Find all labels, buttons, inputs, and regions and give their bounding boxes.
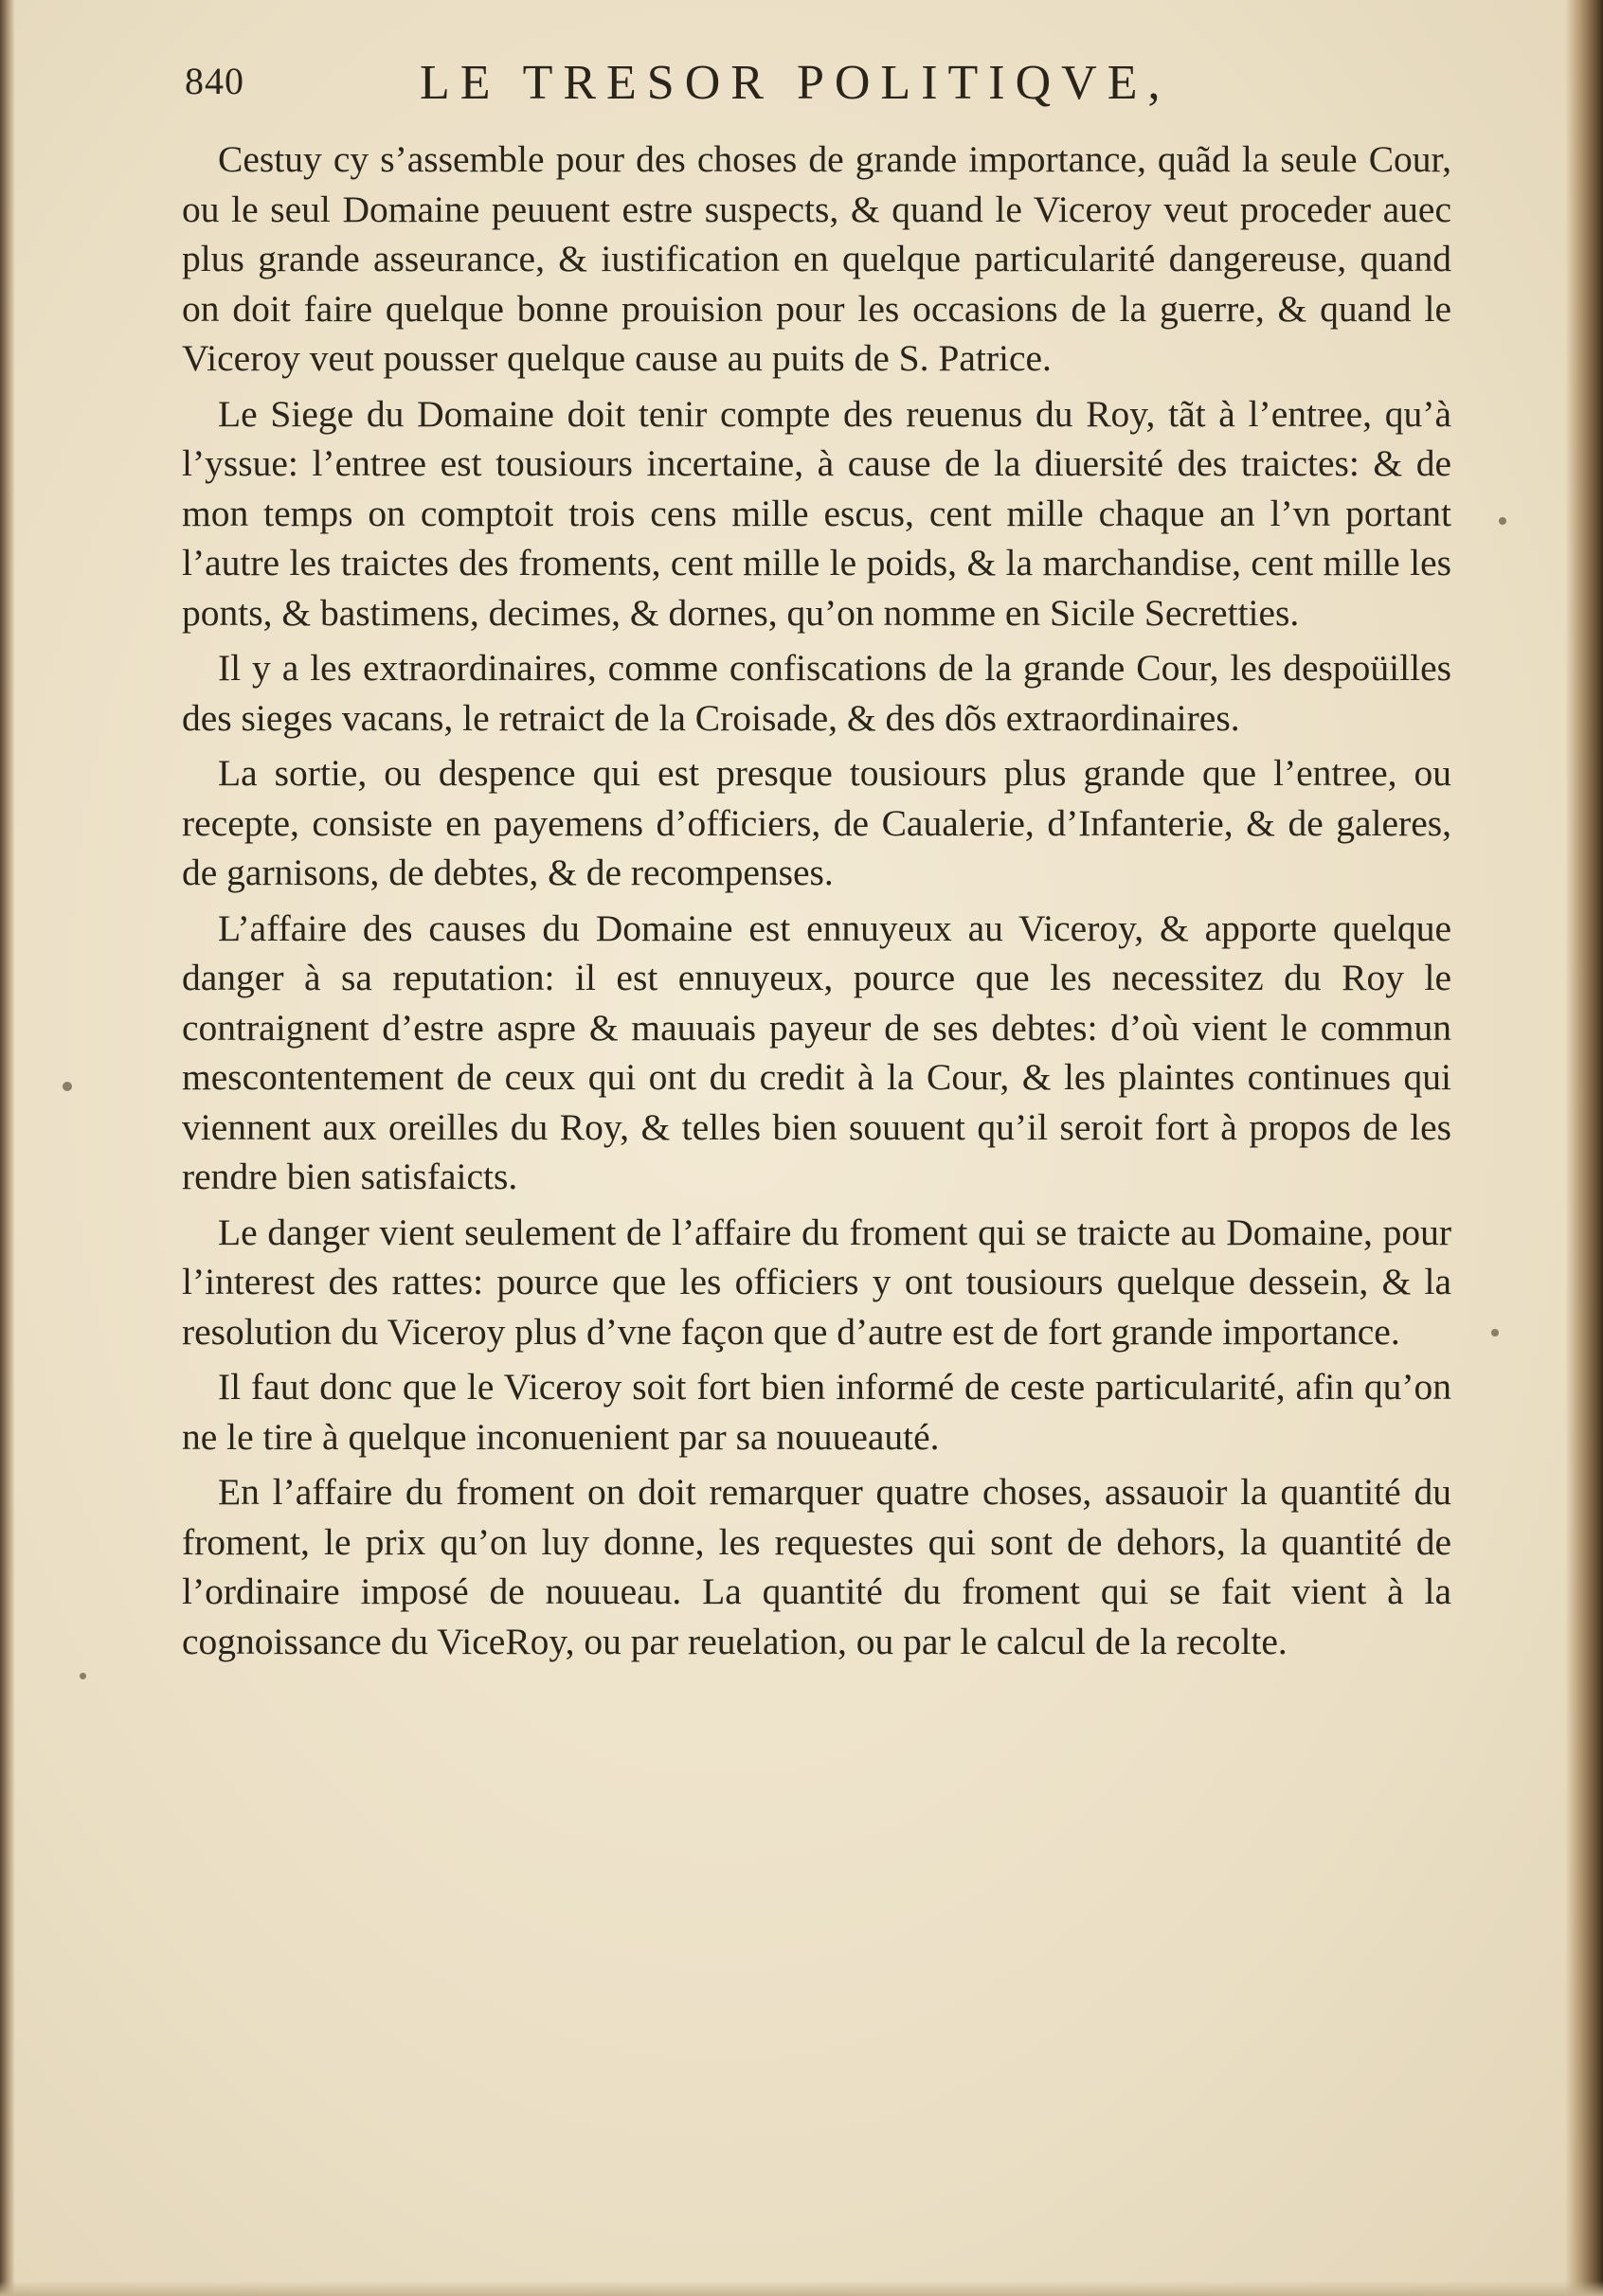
page-bottom-edge <box>0 2281 1603 2296</box>
paragraph: Le danger vient seulement de l’affaire du froment qui se traicte au Domaine, pour l’interest des rattes: pource que les officiers y ont tousiours quelque dessein, & la resolution du Viceroy plus d’vne façon que d’autre est de fort grande importance. <box>182 1211 1451 1353</box>
paragraph: Il y a les extraordinaires, comme confiscations de la grande Cour, les despoüilles des sieges vacans, le retraict de la Croisade, & des dõs extraordinaires. <box>182 647 1451 739</box>
paragraph: L’affaire des causes du Domaine est ennuyeux au Viceroy, & apporte quelque danger à sa reputation: il est ennuyeux, pource que les necessitez du Roy le contraignent d’estre aspre & mauuais payeur de ses debtes: d’où vient le commun mescontentement de ceux qui ont du credit à la Cour, & les plaintes continues qui viennent aux oreilles du Roy, & telles bien souuent qu’il seroit fort à propos de les rendre bien satisfaicts. <box>182 906 1451 1197</box>
paragraph: La sortie, ou despence qui est presque tousiours plus grande que l’entree, ou recepte, consiste en payemens d’officiers, de Caualerie, d’Infanterie, & de galeres, de garnisons, de debtes, & de recompenses. <box>182 752 1451 893</box>
ink-blot <box>1499 517 1506 525</box>
paragraph: Cestuy cy s’assemble pour des choses de grande importance, quãd la seule Cour, ou le seul Domaine peuuent estre suspects, & quand le Viceroy veut proceder auec plus grande asseurance, & iustification en quelque particularité dangereuse, quand on doit faire quelque bonne prouision pour les occasions de la guerre, & quand le Viceroy veut pousser quelque cause au puits de S. Patrice. <box>182 138 1451 379</box>
ink-blot <box>1491 1329 1499 1336</box>
page-header <box>185 56 1293 135</box>
paragraph: En l’affaire du froment on doit remarquer quatre choses, assauoir la quantité du froment, le prix qu’on luy donne, les requestes qui sont de dehors, la quantité de l’ordinaire imposé de nouueau. La quantité du froment qui se fait vient à la cognoissance du ViceRoy, ou par reuelation, ou par le calcul de la recolte. <box>182 1471 1451 1662</box>
paragraph: Le Siege du Domaine doit tenir compte des reuenus du Roy, tãt à l’entree, qu’à l’yssue: l’entree est tousiours incertaine, à cause de la diuersité des traictes: & de mon temps on comptoit trois cens mille escus, cent mille chaque an l’vn portant l’autre les traictes des froments, cent mille le poids, & la marchandise, cent mille les ponts, & bastimens, decimes, & dornes, qu’on nomme en Sicile Secretties. <box>182 392 1451 634</box>
page-edge <box>1565 0 1603 2296</box>
paragraph: Il faut donc que le Viceroy soit fort bien informé de ceste particularité, afin qu’on ne le tire à quelque inconuenient par sa nouueauté. <box>182 1366 1451 1458</box>
gutter-shadow <box>0 0 15 2296</box>
ink-blot <box>63 1082 72 1091</box>
running-title: LE TRESOR POLITIQVE, <box>420 56 1171 110</box>
ink-blot <box>80 1673 86 1679</box>
page-number: 840 <box>185 60 244 102</box>
body-text <box>182 135 1451 1666</box>
